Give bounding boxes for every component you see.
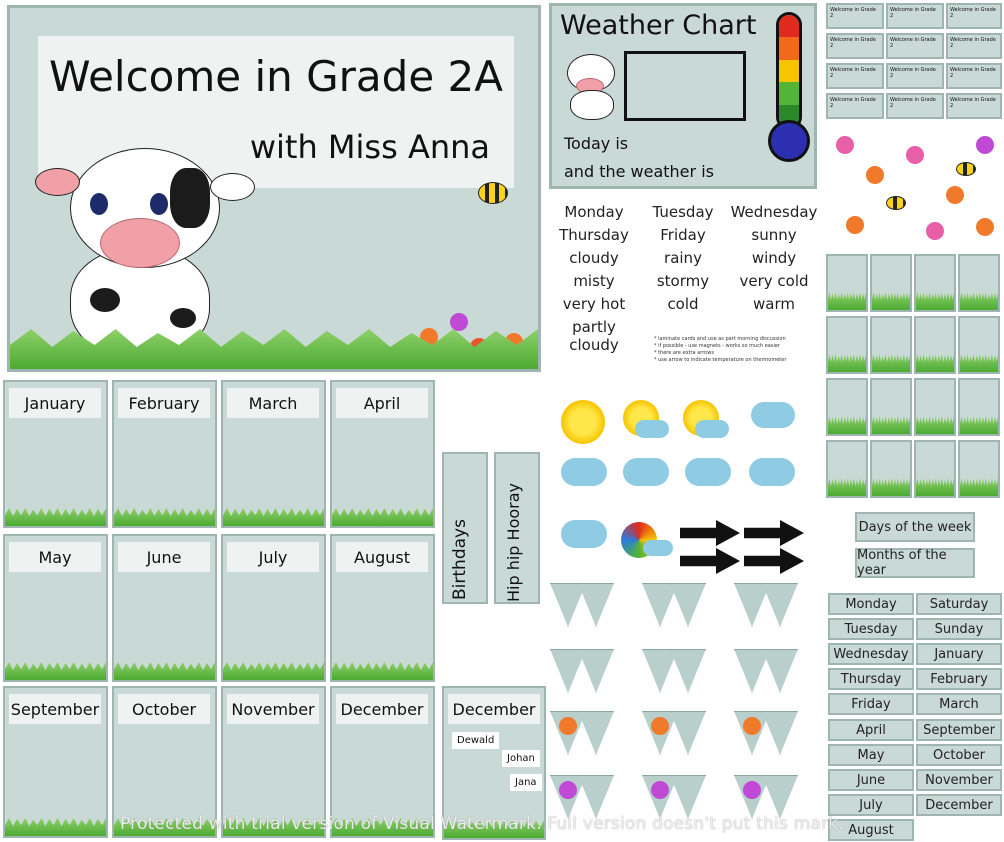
days-header: Days of the week	[858, 519, 972, 535]
hooray-banner	[494, 452, 540, 604]
word-card: January	[934, 646, 984, 662]
storm-cloud-icon	[751, 402, 795, 428]
thumb-title: Welcome in Grade 2	[950, 97, 996, 109]
word: cold	[667, 295, 699, 313]
thumb-title: Welcome in Grade 2	[890, 7, 936, 19]
welcome-thumbnails	[826, 3, 1002, 121]
word: Wednesday	[730, 203, 818, 221]
word: Monday	[564, 203, 624, 221]
month-label: August	[354, 547, 410, 567]
word-card: December	[925, 797, 993, 813]
thumb-title: Welcome in Grade 2	[950, 37, 996, 49]
note: * use arrow to indicate temperature on thermometer	[654, 357, 787, 363]
weather-label: and the weather is	[564, 162, 714, 181]
month-label: December	[340, 699, 424, 719]
word: Friday	[660, 226, 706, 244]
thumb-title: Welcome in Grade 2	[950, 67, 996, 79]
word: sunny	[751, 226, 797, 244]
month-card	[330, 534, 435, 682]
cow-cards-grid	[826, 254, 1002, 500]
hooray-label: Hip hip Hooray	[504, 482, 523, 602]
teacher-notes	[654, 336, 814, 364]
word-card: Monday	[845, 596, 897, 612]
note: * there are extra arrows	[654, 350, 714, 356]
today-label: Today is	[564, 134, 629, 153]
month-card	[112, 534, 217, 682]
wind-cloud-icon	[561, 520, 607, 548]
thumb-title: Welcome in Grade 2	[890, 97, 936, 109]
note: * laminate cards and use as part morning discussion	[654, 336, 786, 342]
weather-words	[549, 203, 821, 354]
welcome-subtitle: with Miss Anna	[249, 128, 490, 166]
days-header-tag	[855, 512, 975, 542]
word: cloudy	[569, 249, 619, 267]
thermometer	[768, 12, 810, 162]
word-card: July	[859, 797, 883, 813]
weather-cow	[562, 54, 622, 124]
month-label: September	[10, 699, 100, 719]
name-tag: Johan	[502, 750, 540, 767]
word-card: Saturday	[929, 596, 989, 612]
month-card	[3, 686, 108, 838]
word-card: November	[925, 772, 993, 788]
word-card: May	[857, 747, 885, 763]
word-card: September	[923, 722, 995, 738]
word-card: October	[932, 747, 986, 763]
word-card: Friday	[851, 696, 891, 712]
month-cards	[3, 380, 437, 840]
bee-icon	[478, 182, 508, 204]
thumb-title: Welcome in Grade 2	[830, 67, 876, 79]
thumb-title: Welcome in Grade 2	[890, 67, 936, 79]
word: very cold	[739, 272, 809, 290]
thumb-title: Welcome in Grade 2	[830, 37, 876, 49]
month-label: November	[231, 699, 315, 719]
name-tag: Jana	[510, 774, 542, 791]
birthdays-label: Birthdays	[450, 519, 470, 600]
name-tag: Dewald	[452, 732, 499, 749]
note: * if possible - use magnets - works so much easier	[654, 343, 780, 349]
month-label: January	[24, 393, 86, 413]
word: very hot	[562, 295, 626, 313]
cow-illustration	[30, 138, 260, 368]
thumb-title: Welcome in Grade 2	[830, 7, 876, 19]
month-label: July	[258, 547, 288, 567]
sun-icon	[561, 400, 605, 444]
month-label: June	[146, 547, 182, 567]
word: stormy	[656, 272, 710, 290]
word-card: Wednesday	[833, 646, 909, 662]
word: Thursday	[559, 226, 629, 244]
word: Tuesday	[652, 203, 714, 221]
word-card: Sunday	[934, 621, 984, 637]
months-header: Months of the year	[857, 548, 947, 578]
month-card	[3, 380, 108, 528]
word: windy	[751, 249, 797, 267]
weather-chart-title: Weather Chart	[560, 10, 757, 41]
weather-icons	[555, 394, 805, 578]
word: rainy	[664, 249, 702, 267]
word-card: March	[939, 696, 979, 712]
month-card	[221, 380, 326, 528]
month-card	[221, 534, 326, 682]
word-card: April	[856, 722, 886, 738]
welcome-poster	[7, 5, 541, 372]
rain-cloud-icon	[561, 458, 607, 486]
watermark-text: Protected with trial version of Visual Watermark. Full version doesn't put this mark.	[120, 814, 844, 834]
lightning-cloud-icon	[623, 458, 669, 486]
word: misty	[573, 272, 615, 290]
weather-chart	[549, 3, 817, 189]
month-card	[330, 380, 435, 528]
month-card	[3, 534, 108, 682]
welcome-title: Welcome in Grade 2A	[49, 52, 503, 101]
month-label: April	[363, 393, 401, 413]
word-card: August	[848, 822, 894, 838]
cloud-icon	[749, 458, 795, 486]
word-card: June	[856, 772, 886, 788]
months-header-tag	[855, 548, 975, 578]
month-label: March	[248, 393, 298, 413]
word-card: Thursday	[840, 671, 902, 687]
cloud-icon	[685, 458, 731, 486]
thumb-title: Welcome in Grade 2	[950, 7, 996, 19]
word: partly cloudy	[569, 318, 619, 354]
cutouts-sheet	[826, 126, 1002, 250]
thumb-title: Welcome in Grade 2	[890, 37, 936, 49]
thumb-title: Welcome in Grade 2	[830, 97, 876, 109]
word-card: Tuesday	[844, 621, 898, 637]
weather-display-box	[624, 51, 746, 121]
month-label: October	[131, 699, 197, 719]
word-card: February	[930, 671, 988, 687]
month-card	[112, 380, 217, 528]
word: warm	[753, 295, 795, 313]
december-label: December	[452, 699, 536, 719]
bunting	[550, 583, 822, 815]
birthdays-banner	[442, 452, 488, 604]
month-label: February	[128, 393, 200, 413]
month-label: May	[38, 547, 72, 567]
word-cards	[828, 593, 1004, 842]
